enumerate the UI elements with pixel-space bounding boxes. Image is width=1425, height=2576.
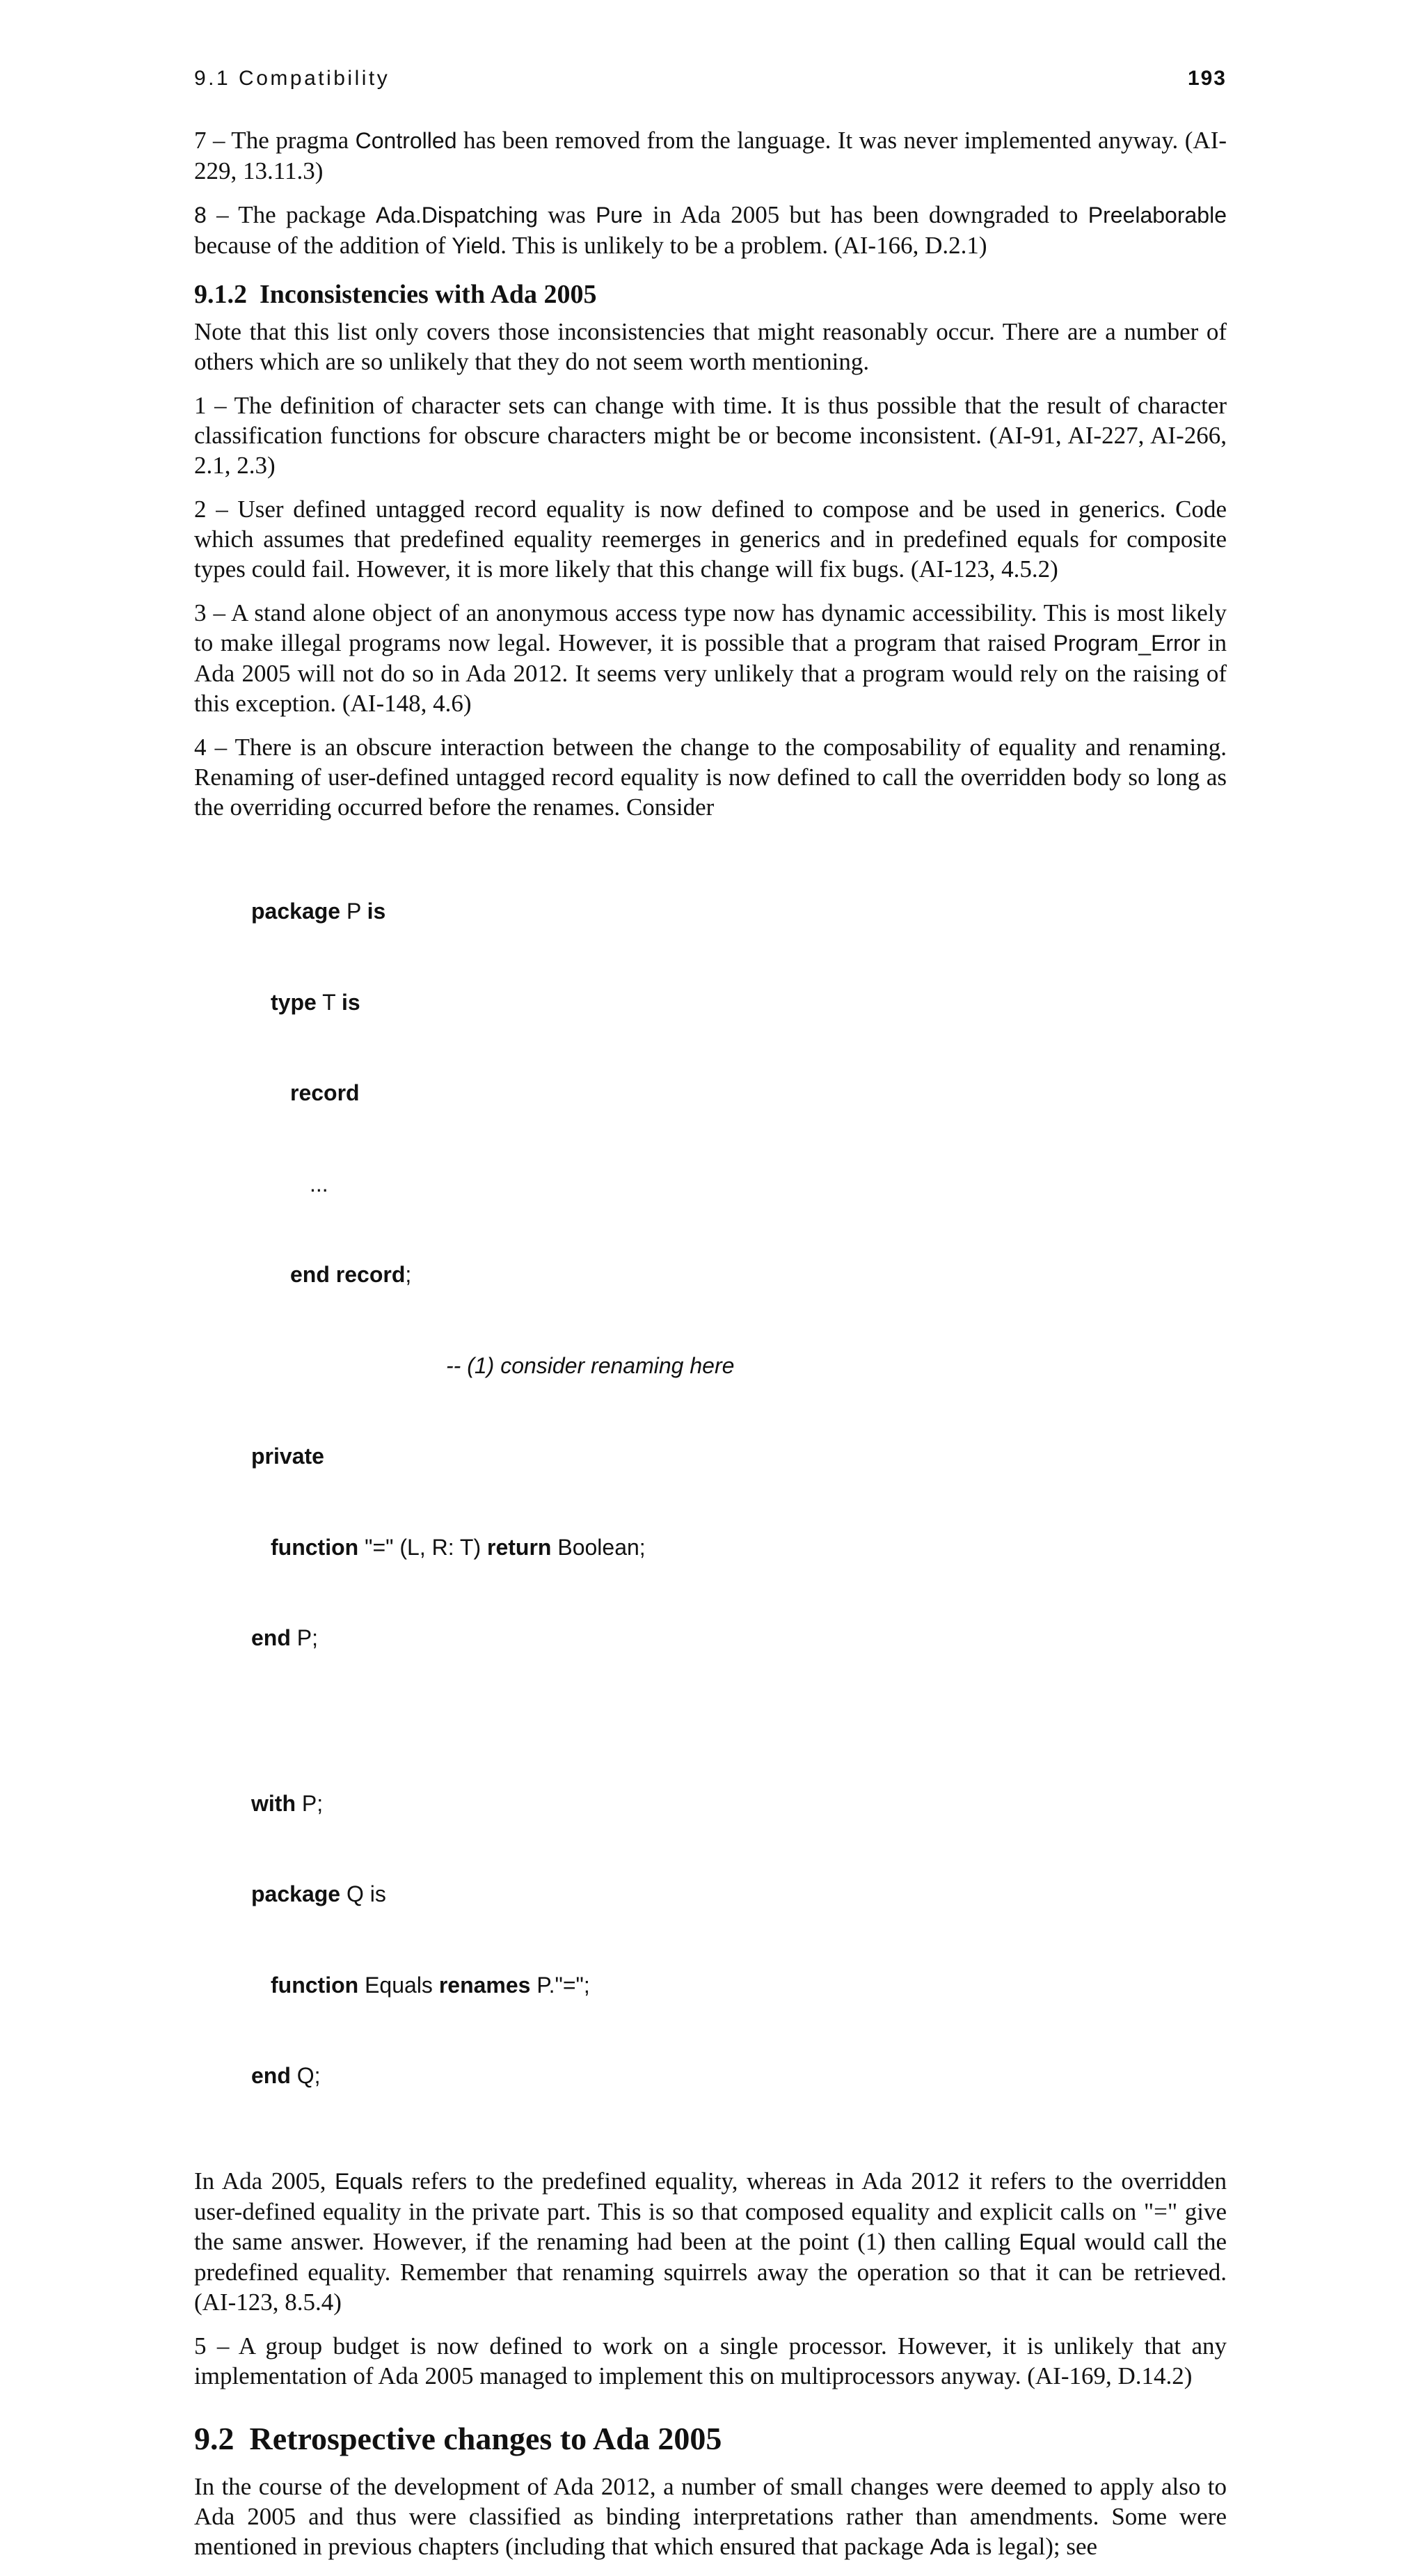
item-4-paragraph: 4 – There is an obscure interaction between the change to the composability of equality and renaming. Renaming of user-defined untagged record equality is now defined to call the overridden body so long as the overriding occurred before the renames. Consider xyxy=(194,734,1227,821)
code-line: package P is xyxy=(251,899,386,924)
code-term: Pure xyxy=(596,203,643,228)
code-line: private xyxy=(251,1444,324,1469)
code-line: type T is xyxy=(271,989,360,1015)
item-7-paragraph: 7 – The pragma Controlled has been removed from the language. It was never implemented anyway. (AI-229, 13.11.3) xyxy=(194,127,1227,184)
running-header xyxy=(194,67,1227,90)
code-line: function "=" (L, R: T) return Boolean; xyxy=(271,1534,646,1560)
after-code-paragraph: In Ada 2005, Equals refers to the predefined equality, whereas in Ada 2012 it refers to the overridden user-defined equality in the private part. This is so that composed equality and explicit calls on "=" give the same answer. However, if the renaming had been at the point (1) then calling Equal would call the predefined equality. Remember that renaming squirrels away the operation so that it can be retrieved. (AI-123, 8.5.4) xyxy=(194,2167,1227,2316)
code-term: Equals xyxy=(335,2168,403,2194)
code-line: package Q is xyxy=(251,1881,386,1906)
section-9-2-paragraph: In the course of the development of Ada 2012, a number of small changes were deemed to apply also to Ada 2005 and thus were classified as binding interpretations rather than amendments. Some were mentioned in previous chapters (including that which ensured that package Ada is legal); see xyxy=(194,2472,1227,2560)
code-term: Ada.Dispatching xyxy=(375,203,538,228)
header-section-title: 9.1 Compatibility xyxy=(194,67,390,90)
code-line: ... xyxy=(310,1171,328,1196)
code-line: end Q; xyxy=(251,2063,321,2088)
page-number: 193 xyxy=(1187,67,1227,90)
document-page xyxy=(194,67,1227,2576)
section-9-2-heading: 9.2 Retrospective changes to Ada 2005 xyxy=(194,2420,722,2456)
code-line: with P; xyxy=(251,1790,324,1816)
code-term: Controlled xyxy=(355,128,457,153)
item-1-paragraph: 1 – The definition of character sets can change with time. It is thus possible that the result of character classification functions for obscure characters might be or become inconsistent. (AI-91, AI-227, AI-266, 2.1, 2.3) xyxy=(194,392,1227,479)
code-term: Ada xyxy=(930,2534,970,2559)
item-2-paragraph: 2 – User defined untagged record equality is now defined to compose and be used in generics. Code which assumes that predefined equality reemerges in generics and in predefined equals for composite types could fail. However, it is more likely that this change will fix bugs. (AI-123, 4.5.2) xyxy=(194,496,1227,583)
code-line: record xyxy=(290,1080,360,1105)
code-term: Equal xyxy=(1019,2229,1076,2254)
code-term: Yield xyxy=(452,233,501,258)
code-line: function Equals renames P."="; xyxy=(271,1972,590,1998)
code-term: Preelaborable xyxy=(1088,203,1227,228)
code-line: end record; xyxy=(290,1262,412,1287)
code-term: Program_Error xyxy=(1053,631,1201,656)
item-8-paragraph: 8 – The package Ada.Dispatching was Pure in Ada 2005 but has been downgraded to Preelaborable because of the addition of Yield. This is unlikely to be a problem. (AI-166, D.2.1) xyxy=(194,201,1227,259)
code-line: end P; xyxy=(251,1625,319,1650)
item-5-paragraph: 5 – A group budget is now defined to work on a single processor. However, it is unlikely that any implementation of Ada 2005 managed to implement this on multiprocessors anyway. (AI-169, D.14.2) xyxy=(194,2332,1227,2389)
section-intro-paragraph: Note that this list only covers those inconsistencies that might reasonably occur. There are a number of others which are so unlikely that they do not seem worth mentioning. xyxy=(194,318,1227,375)
code-comment-line: -- (1) consider renaming here xyxy=(446,1352,735,1378)
item-3-paragraph: 3 – A stand alone object of an anonymous access type now has dynamic accessibility. This is most likely to make illegal programs now legal. However, it is possible that a program that raised Program_Error in Ada 2005 will not do so in Ada 2012. It seems very unlikely that a program would rely on the raising of this exception. (AI-148, 4.6) xyxy=(194,599,1227,717)
section-9-1-2-heading: 9.1.2 Inconsistencies with Ada 2005 xyxy=(194,280,597,309)
code-example xyxy=(251,836,1227,2152)
